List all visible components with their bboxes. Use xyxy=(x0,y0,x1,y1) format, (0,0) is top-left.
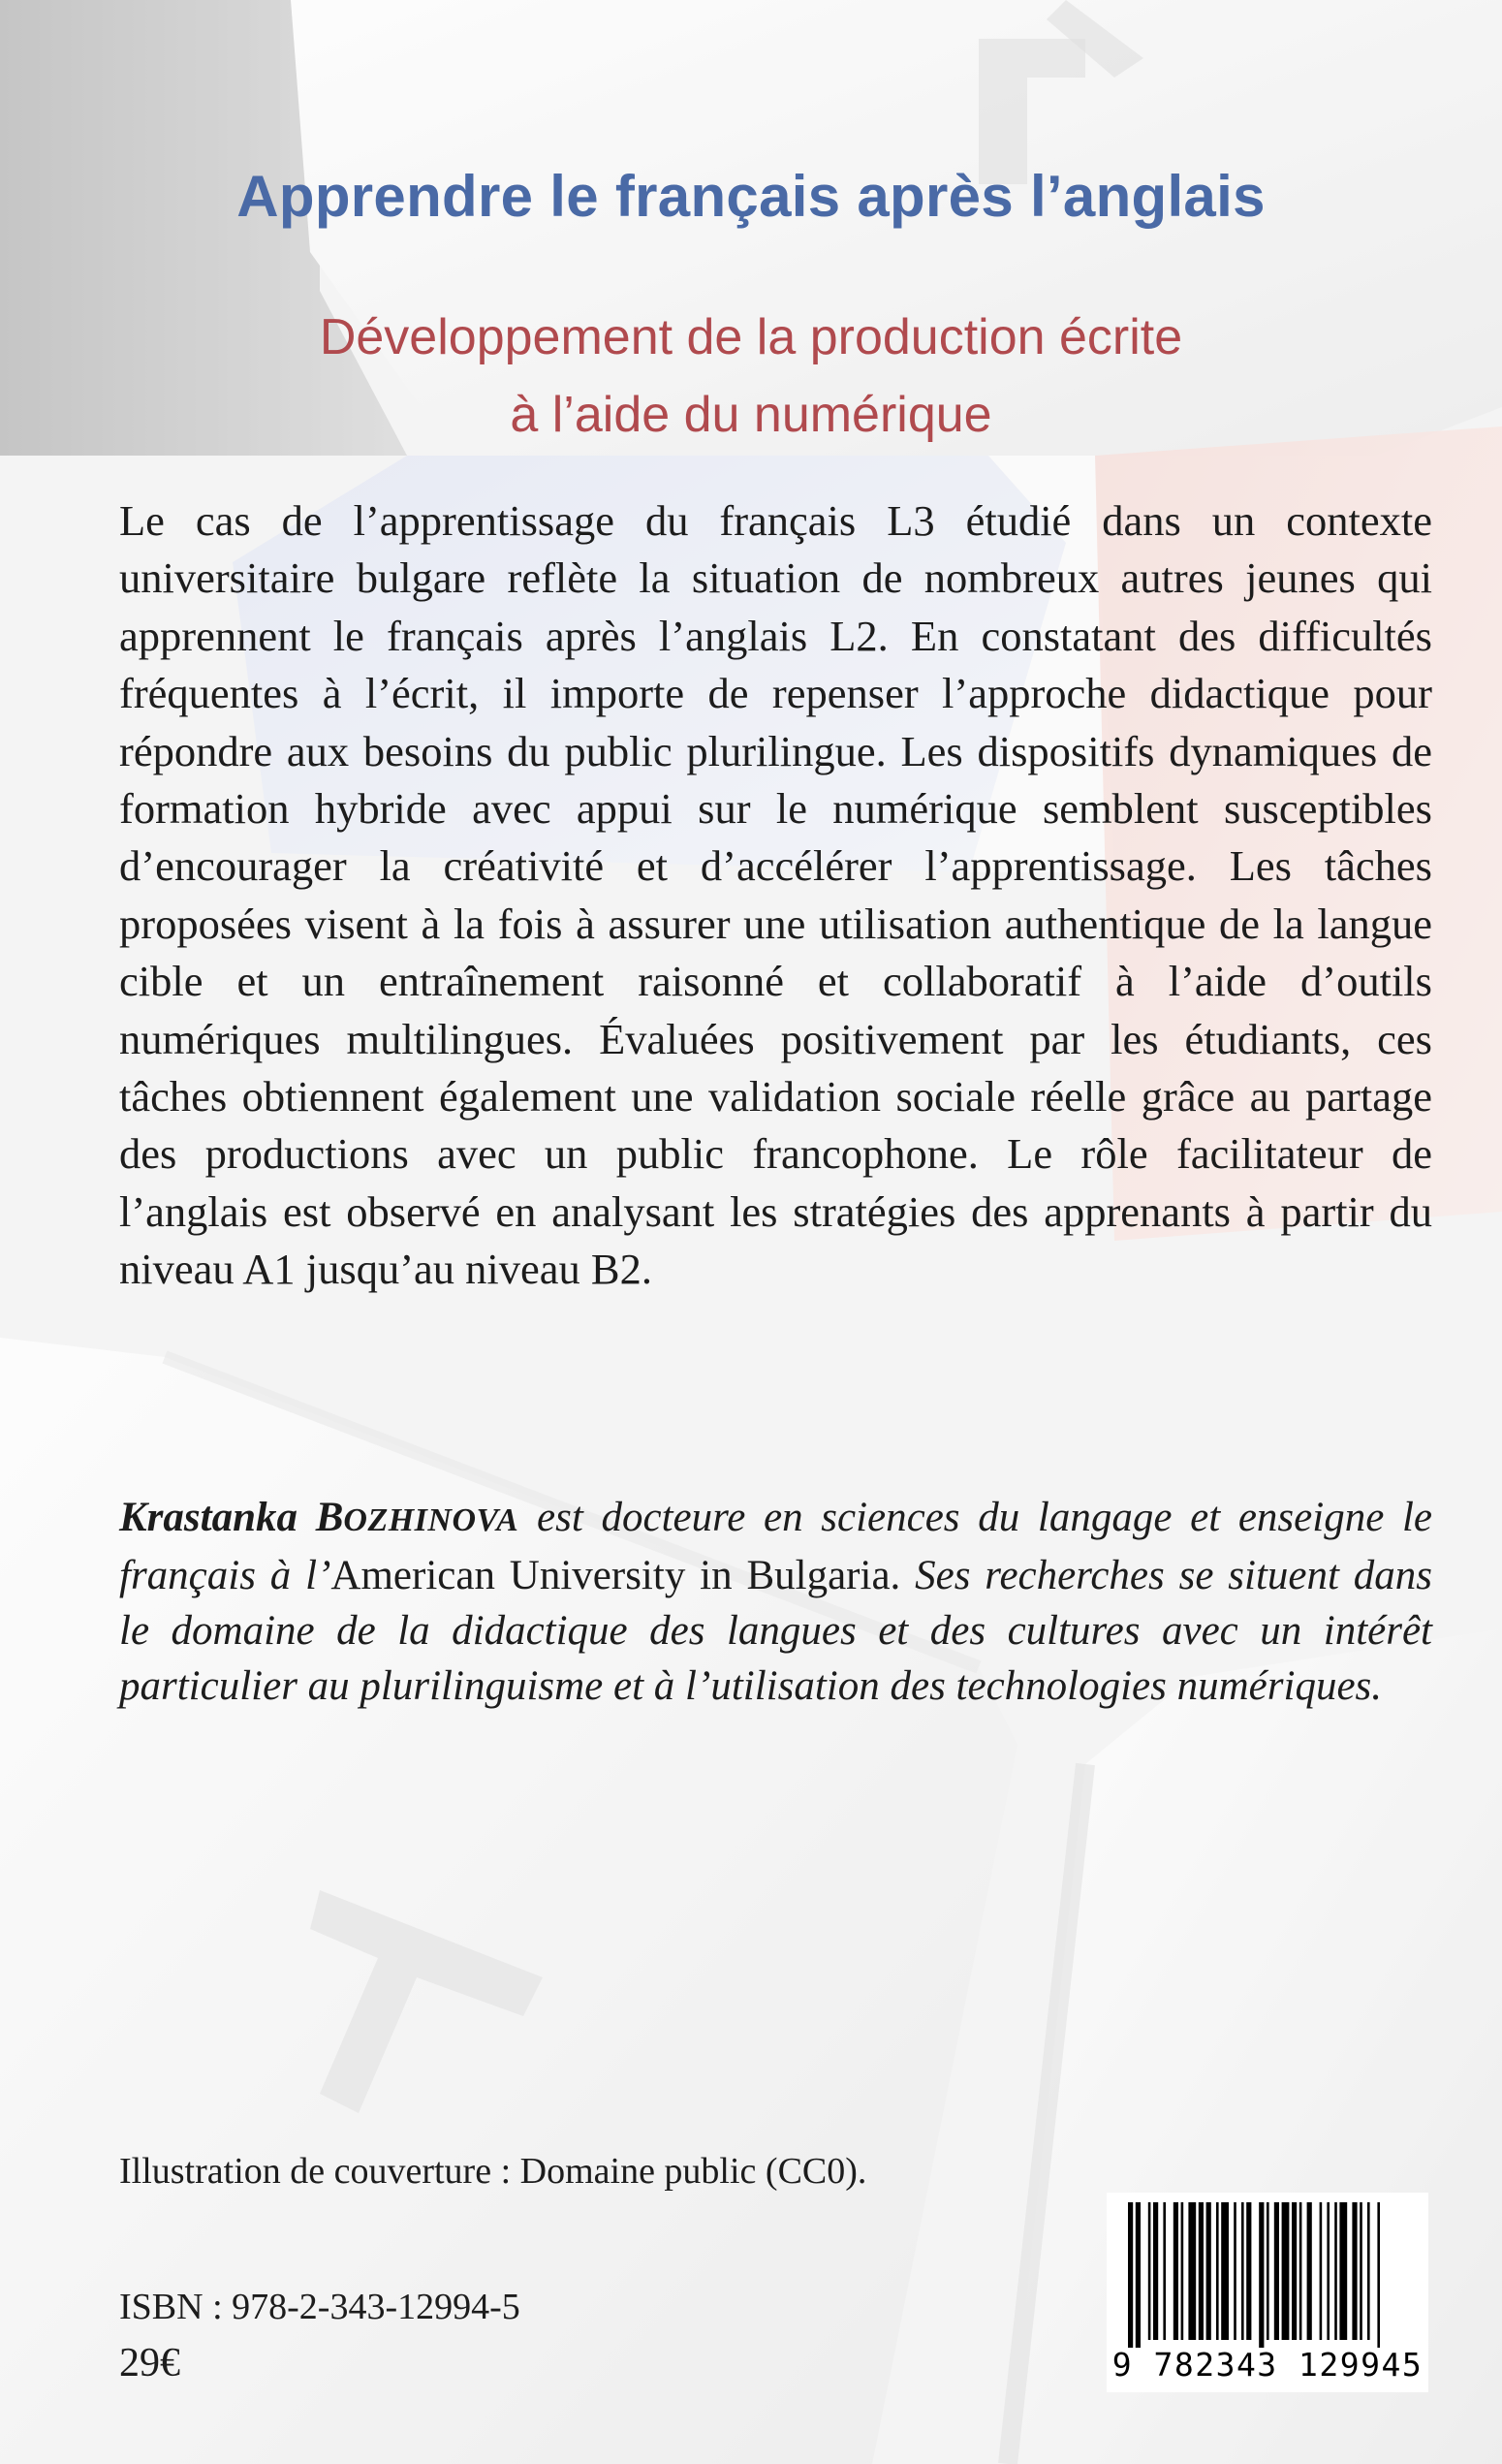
barcode-bar xyxy=(1327,2202,1330,2340)
barcode-bar xyxy=(1188,2202,1196,2340)
book-summary: Le cas de l’apprentissage du français L3 étudié dans un contexte universitaire bulgare reflète la situation de nombreux autres jeunes qui apprennent le français après l’anglais L2. En constatant des difficultés fréquentes à l’écrit, il importe de repenser l’approche didactique pour répondre aux besoins du public plurilingue. Les dispositifs dynamiques de formation hybride avec appui sur le numérique semblent susceptibles d’encourager la créativité et d’accélérer l’apprentissage. Les tâches proposées visent à la fois à assurer une utilisation authentique de la langue cible et un entraînement raisonné et collaboratif à l’aide d’outils numériques multilingues. Évaluées positivement par les étudiants, ces tâches obtiennent également une validation sociale réelle grâce au partage des productions avec un public francophone. Le rôle facilitateur de l’anglais est observé en analysant les stratégies des apprenants à partir du niveau A1 jusqu’au niveau B2. xyxy=(119,496,1432,1294)
book-title: Apprendre le français après l’anglais xyxy=(236,164,1266,229)
author-bio xyxy=(119,1490,1432,1714)
barcode-bar xyxy=(1282,2202,1290,2340)
barcode-bar xyxy=(1360,2202,1362,2340)
barcode xyxy=(1107,2193,1428,2392)
barcode-bar xyxy=(1181,2202,1184,2340)
barcode-bar xyxy=(1334,2202,1337,2340)
author-institution: American University in Bulgaria. xyxy=(330,1553,901,1598)
illustration-credit: Illustration de couverture : Domaine public (CC0). xyxy=(119,2151,867,2192)
barcode-bar xyxy=(1307,2202,1312,2340)
author-first-name: Krastanka xyxy=(119,1495,298,1540)
author-bio-part2: Ses recherches se situent dans le domaine de la didactique des langues et des cultures avec un intérêt particulier au plurilinguisme et à l’utilisation des technologies numériques. xyxy=(119,1553,1432,1709)
author-name xyxy=(119,1495,518,1540)
barcode-bar xyxy=(1128,2202,1133,2348)
barcode-bar xyxy=(1367,2202,1370,2340)
barcode-bar xyxy=(1320,2202,1323,2340)
barcode-bar xyxy=(1299,2202,1302,2340)
subtitle-line-2: à l’aide du numérique xyxy=(510,387,992,443)
isbn: ISBN : 978-2-343-12994-5 xyxy=(119,2287,520,2327)
barcode-bar xyxy=(1241,2202,1244,2340)
barcode-bar xyxy=(1153,2202,1158,2340)
barcode-bar xyxy=(1221,2202,1229,2340)
barcode-bar xyxy=(1246,2202,1251,2340)
barcode-bar xyxy=(1206,2202,1211,2340)
barcode-bar xyxy=(1377,2202,1380,2348)
barcode-bar xyxy=(1259,2202,1264,2348)
barcode-bar xyxy=(1267,2202,1269,2340)
barcode-bar xyxy=(1234,2202,1236,2340)
barcode-bar xyxy=(1173,2202,1178,2340)
subtitle-line-1: Développement de la production écrite xyxy=(319,309,1183,365)
barcode-digits: 9 782343 129945 xyxy=(1111,2346,1424,2384)
barcode-bar xyxy=(1292,2202,1297,2340)
barcode-bar xyxy=(1199,2202,1204,2340)
barcode-bar xyxy=(1339,2202,1347,2340)
barcode-bar xyxy=(1352,2202,1357,2340)
book-subtitle xyxy=(0,299,1502,454)
barcode-bar xyxy=(1148,2202,1151,2340)
barcode-bar xyxy=(1136,2202,1141,2348)
barcode-bar xyxy=(1274,2202,1279,2340)
author-bio-part1: est docteure en sciences du langage et enseigne le français à l’ xyxy=(119,1495,1433,1598)
barcode-bar xyxy=(1216,2202,1219,2340)
price: 29€ xyxy=(119,2341,180,2385)
author-last-name-rest: OZHINOVA xyxy=(343,1502,519,1538)
barcode-bar xyxy=(1163,2202,1166,2340)
author-last-name-initial: B xyxy=(315,1495,344,1540)
